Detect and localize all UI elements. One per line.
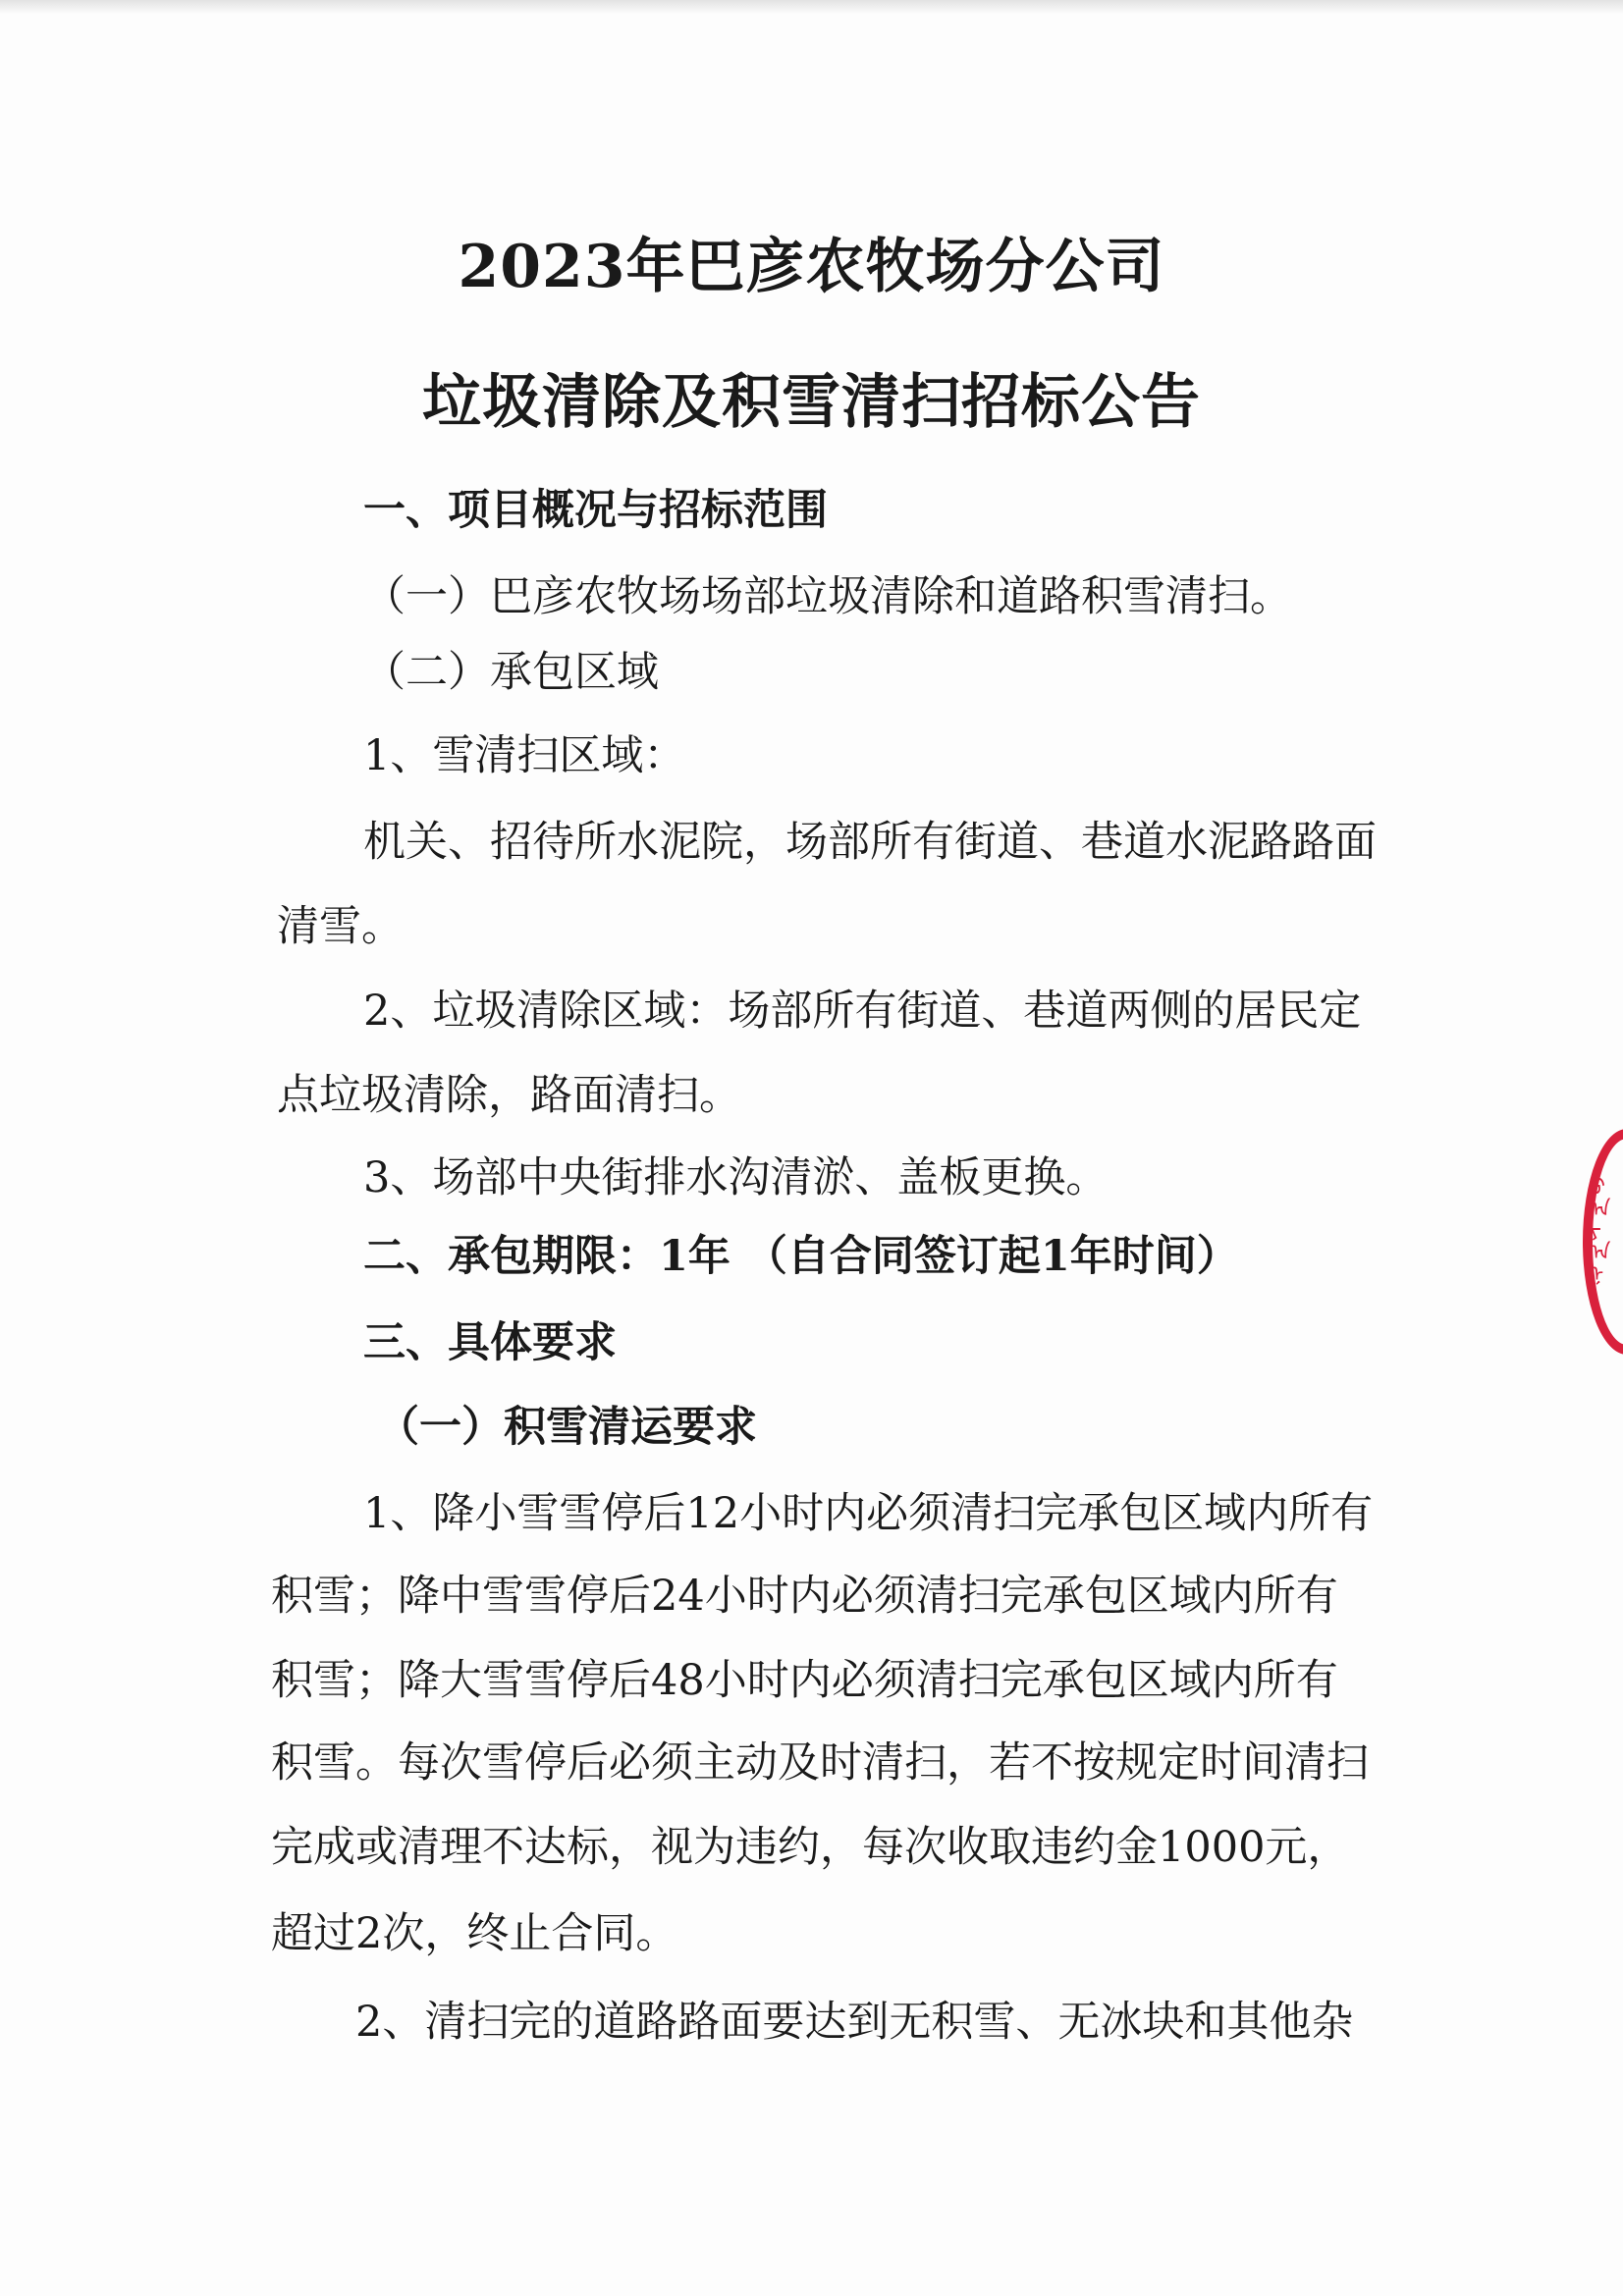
seal-script-text: ᠪ ᠠ ᠶ ᠠ ᠨ xyxy=(1591,1178,1611,1287)
heading-subsection: （一）积雪清运要求 xyxy=(377,1403,757,1452)
paragraph-line: 3、场部中央街排水沟清淤、盖板更换。 xyxy=(363,1153,1109,1202)
heading-section-1: 一、项目概况与招标范围 xyxy=(363,486,828,535)
paragraph-line: 清雪。 xyxy=(277,902,404,951)
paragraph-line: 1、雪清扫区域： xyxy=(363,731,686,780)
paragraph-line: 完成或清理不达标，视为违约，每次收取违约金1000元， xyxy=(271,1823,1350,1872)
paragraph-line: （二）承包区域 xyxy=(363,648,659,697)
heading-section-2: 二、承包期限：1年 （自合同签订起1年时间） xyxy=(363,1232,1239,1281)
paragraph-line: 2、清扫完的道路路面要达到无积雪、无冰块和其他杂 xyxy=(355,1998,1354,2047)
paragraph-line: （一）巴彦农牧场场部垃圾清除和道路积雪清扫。 xyxy=(363,572,1292,621)
paragraph-line: 超过2次，终止合同。 xyxy=(271,1909,678,1958)
heading-section-3: 三、具体要求 xyxy=(363,1318,617,1367)
paragraph-line: 2、垃圾清除区域：场部所有街道、巷道两侧的居民定 xyxy=(363,987,1362,1036)
paragraph-line: 积雪；降中雪雪停后24小时内必须清扫完承包区域内所有 xyxy=(271,1572,1338,1621)
paragraph-line: 点垃圾清除，路面清扫。 xyxy=(277,1071,741,1120)
paragraph-line: 机关、招待所水泥院，场部所有街道、巷道水泥路路面 xyxy=(363,818,1377,867)
paragraph-line: 积雪。每次雪停后必须主动及时清扫，若不按规定时间清扫 xyxy=(271,1738,1369,1788)
paragraph-line: 1、降小雪雪停后12小时内必须清扫完承包区域内所有 xyxy=(363,1489,1374,1538)
scan-edge-shadow xyxy=(0,0,1623,14)
paragraph-line: 积雪；降大雪雪停后48小时内必须清扫完承包区域内所有 xyxy=(271,1656,1338,1705)
document-title-line-2: 垃圾清除及积雪清扫招标公告 xyxy=(422,368,1201,437)
document-title-line-1: 2023年巴彦农牧场分公司 xyxy=(458,233,1165,301)
